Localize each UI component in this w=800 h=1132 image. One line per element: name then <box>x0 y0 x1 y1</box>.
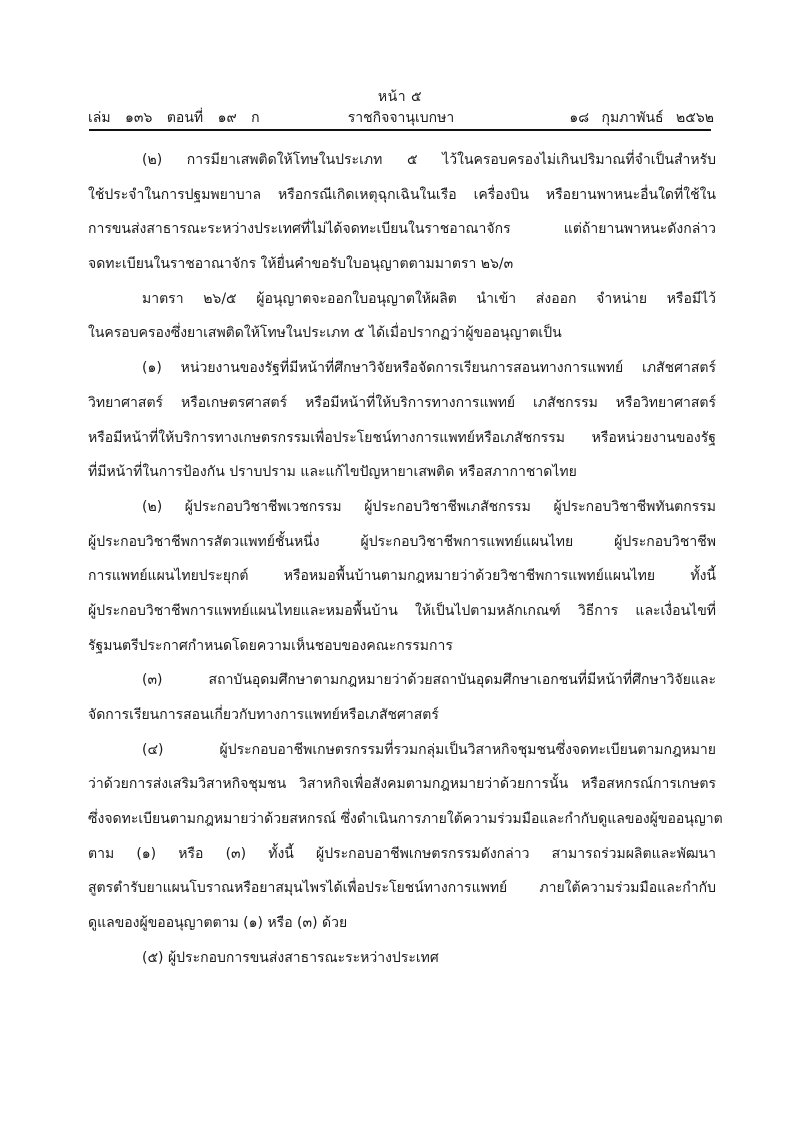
text-line: (๕) ผู้ประกอบการขนส่งสาธารณะระหว่างประเทศ <box>142 949 439 966</box>
publication-date: ๑๘ กุมภาพันธ์ ๒๕๖๒ <box>569 110 714 126</box>
text-line: ดูแลของผู้ขออนุญาตตาม (๑) หรือ (๓) ด้วย <box>88 915 348 932</box>
text-line: วิทยาศาสตร์ หรือเกษตรศาสตร์ หรือมีหน้าที่ให้บริการทางการแพทย์ เภสัชกรรม หรือวิทยาศาสตร์ <box>88 394 716 411</box>
text-line: (๓) สถาบันอุดมศึกษาตามกฎหมายว่าด้วยสถาบันอุดมศึกษาเอกชนที่มีหน้าที่ศึกษาวิจัยและ <box>142 672 716 689</box>
gazette-header <box>88 107 714 127</box>
text-line: ในครอบครองซึ่งยาเสพติดให้โทษในประเภท ๕ ได้เมื่อปรากฏว่าผู้ขออนุญาตเป็น <box>88 325 562 342</box>
text-line: สูตรตำรับยาแผนโบราณหรือยาสมุนไพรได้เพื่อประโยชน์ทางการแพทย์ ภายใต้ความร่วมมือและกำกับ <box>88 880 716 897</box>
text-line: รัฐมนตรีประกาศกำหนดโดยความเห็นชอบของคณะกรรมการ <box>88 637 453 654</box>
text-line: (๒) การมียาเสพติดให้โทษในประเภท ๕ ไว้ในครอบครองไม่เกินปริมาณที่จำเป็นสำหรับ <box>142 152 716 168</box>
document-body <box>88 149 723 982</box>
page-number: หน้า ๕ <box>377 89 423 105</box>
publication-title: ราชกิจจานุเบกษา <box>347 110 455 126</box>
text-line: (๔) ผู้ประกอบอาชีพเกษตรกรรมที่รวมกลุ่มเป็นวิสาหกิจชุมชนซึ่งจดทะเบียนตามกฎหมาย <box>142 741 716 758</box>
text-line: การแพทย์แผนไทยประยุกต์ หรือหมอพื้นบ้านตามกฎหมายว่าด้วยวิชาชีพการแพทย์แผนไทย ทั้งนี้ <box>88 568 716 585</box>
text-line: ว่าด้วยการส่งเสริมวิสาหกิจชุมชน วิสาหกิจเพื่อสังคมตามกฎหมายว่าด้วยการนั้น หรือสหกรณ์การเกษตร <box>88 776 716 793</box>
header-divider <box>89 129 711 131</box>
text-line: (๒) ผู้ประกอบวิชาชีพเวชกรรม ผู้ประกอบวิชาชีพเภสัชกรรม ผู้ประกอบวิชาชีพทันตกรรม <box>142 498 716 515</box>
text-line: การขนส่งสาธารณะระหว่างประเทศที่ไม่ได้จดทะเบียนในราชอาณาจักร แต่ถ้ายานพาหนะดังกล่าว <box>88 221 716 238</box>
text-line: (๑) หน่วยงานของรัฐที่มีหน้าที่ศึกษาวิจัยหรือจัดการเรียนการสอนทางการแพทย์ เภสัชศาสตร์ <box>142 360 716 377</box>
text-line: หรือมีหน้าที่ให้บริการทางเกษตรกรรมเพื่อประโยชน์ทางการแพทย์หรือเภสัชกรรม หรือหน่วยงานของรัฐ <box>88 429 716 446</box>
volume-issue: เล่ม ๑๓๖ ตอนที่ ๑๙ ก <box>88 110 260 126</box>
text-line: ตาม (๑) หรือ (๓) ทั้งนี้ ผู้ประกอบอาชีพเกษตรกรรมดังกล่าว สามารถร่วมผลิตและพัฒนา <box>88 845 716 862</box>
text-line: มาตรา ๒๖/๕ ผู้อนุญาตจะออกใบอนุญาตให้ผลิต นำเข้า ส่งออก จำหน่าย หรือมีไว้ <box>142 290 716 307</box>
text-line: จดทะเบียนในราชอาณาจักร ให้ยื่นคำขอรับใบอนุญาตตามมาตรา ๒๖/๓ <box>88 256 514 273</box>
text-line: ใช้ประจำในการปฐมพยาบาล หรือกรณีเกิดเหตุฉุกเฉินในเรือ เครื่องบิน หรือยานพาหนะอื่นใดที่ใช้ใน <box>88 186 716 203</box>
text-line: ที่มีหน้าที่ในการป้องกัน ปราบปราม และแก้ไขปัญหายาเสพติด หรือสภากาชาดไทย <box>88 464 577 481</box>
text-line: ผู้ประกอบวิชาชีพการสัตวแพทย์ชั้นหนึ่ง ผู้ประกอบวิชาชีพการแพทย์แผนไทย ผู้ประกอบวิชาชีพ <box>88 533 716 550</box>
text-line: ซึ่งจดทะเบียนตามกฎหมายว่าด้วยสหกรณ์ ซึ่งดำเนินการภายใต้ความร่วมมือและกำกับดูแลของผู้ขออนุญาต <box>88 811 723 828</box>
text-line: จัดการเรียนการสอนเกี่ยวกับทางการแพทย์หรือเภสัชศาสตร์ <box>88 707 439 723</box>
text-line: ผู้ประกอบวิชาชีพการแพทย์แผนไทยและหมอพื้นบ้าน ให้เป็นไปตามหลักเกณฑ์ วิธีการ และเงื่อนไขที่ <box>88 602 716 619</box>
